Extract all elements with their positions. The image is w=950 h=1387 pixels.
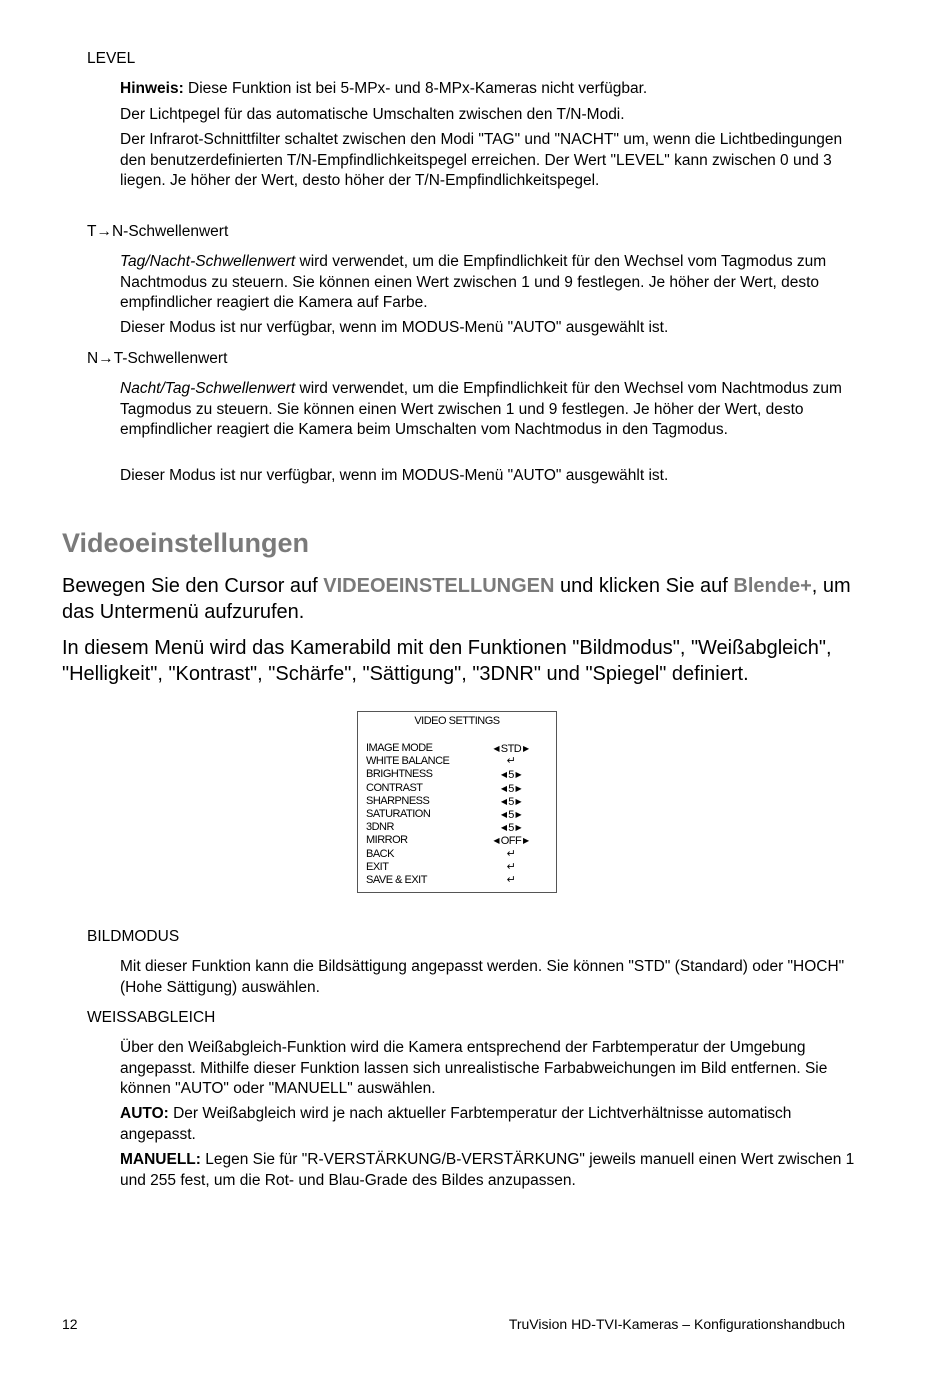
menu-row bbox=[366, 861, 551, 874]
term-weissabgleich: WEISSABGLEICH bbox=[87, 1009, 216, 1026]
weiss-manuell bbox=[120, 1150, 860, 1191]
menu-row-label: EXIT bbox=[366, 860, 389, 873]
arrow-right-icon: ▶ bbox=[513, 770, 522, 780]
menu-row-value-text: ↵ bbox=[506, 755, 516, 768]
menu-row-value bbox=[490, 768, 532, 782]
menu-row bbox=[366, 874, 551, 887]
weiss-desc: Über den Weißabgleich-Funktion wird die Kamera entsprechend der Farbtemperatur der Umgebung angepasst. Mithilfe dieser Funktion lassen sich unrealistische Farbabweichungen im Bild entfernen. Sie können "AUTO" oder "MANUELL" auswählen. bbox=[120, 1039, 828, 1097]
menu-row-label: BRIGHTNESS bbox=[366, 768, 433, 781]
note-text: Diese Funktion ist bei 5-MPx- und 8-MPx-Kameras nicht verfügbar. bbox=[183, 80, 648, 97]
doc-title: TruVision HD-TVI-Kameras – Konfigurationshandbuch bbox=[508, 1316, 845, 1332]
menu-row-label: IMAGE MODE bbox=[366, 742, 433, 754]
term-level: LEVEL bbox=[87, 50, 136, 67]
term-nt-threshold: N→T-Schwellenwert bbox=[87, 350, 228, 367]
menu-row-value bbox=[490, 848, 532, 861]
tn-desc-2: Dieser Modus ist nur verfügbar, wenn im MODUS-Menü "AUTO" ausgewählt ist. bbox=[120, 319, 669, 336]
nt-desc-1 bbox=[120, 379, 860, 441]
menu-row-value-text: 5 bbox=[508, 809, 514, 821]
section-heading: Videoeinstellungen bbox=[62, 528, 310, 558]
nt-desc-2: Dieser Modus ist nur verfügbar, wenn im MODUS-Menü "AUTO" ausgewählt ist. bbox=[120, 467, 669, 484]
menu-row bbox=[366, 808, 551, 821]
menu-row-value bbox=[490, 742, 532, 756]
lead-text-b: und klicken Sie auf bbox=[554, 575, 734, 597]
menu-row-label: 3DNR bbox=[366, 821, 394, 834]
menu-row bbox=[366, 742, 551, 755]
bildmodus-desc: Mit dieser Funktion kann die Bildsättigung angepasst werden. Sie können "STD" (Standard) oder "HOCH" (Hohe Sättigung) auswählen. bbox=[120, 958, 845, 996]
menu-row-label: SHARPNESS bbox=[366, 794, 430, 807]
arrow-left-icon: ◀ bbox=[500, 783, 509, 793]
menu-row-value-text: ↵ bbox=[506, 847, 516, 860]
menu-row-label: CONTRAST bbox=[366, 781, 423, 794]
arrow-left-icon: ◀ bbox=[500, 823, 509, 833]
menu-row bbox=[366, 755, 551, 768]
arrow-right-icon: ▶ bbox=[513, 783, 522, 793]
menu-row-value-text: 5 bbox=[508, 795, 514, 808]
page-number: 12 bbox=[62, 1316, 78, 1332]
video-settings-menu bbox=[357, 711, 557, 893]
nt-desc-1-text: wird verwendet, um die Empfindlichkeit für den Wechsel vom Nachtmodus zum Tagmodus zu steuern. Sie können einen Wert zwischen 1 und 9 festlegen. Je höher der Wert, desto empfindlicher reagiert die Kamera beim Umschalten vom Nachtmodus in den Tagmodus. bbox=[120, 380, 842, 438]
tn-desc-1-text: wird verwendet, um die Empfindlichkeit für den Wechsel vom Tagmodus zum Nachtmodus zu steuern. Sie können einen Wert zwischen 1 und 9 festlegen. Je höher der Wert, desto empfindlicher reagiert die Kamera auf Farbe. bbox=[120, 253, 827, 311]
arrow-left-icon: ◀ bbox=[500, 810, 509, 819]
ui-term-iris-plus: Blende+ bbox=[733, 575, 812, 597]
weiss-auto bbox=[120, 1104, 860, 1145]
menu-row-value bbox=[490, 834, 532, 848]
menu-row-value bbox=[490, 874, 532, 887]
section-lead-2: In diesem Menü wird das Kamerabild mit den Funktionen "Bildmodus", "Weißabgleich", "Helligkeit", "Kontrast", "Schärfe", "Sättigung", "3DNR" und "Spiegel" definiert. bbox=[62, 637, 832, 685]
menu-row-value-text: ↵ bbox=[506, 860, 516, 873]
auto-label: AUTO: bbox=[120, 1105, 169, 1122]
menu-row-value bbox=[490, 821, 532, 835]
menu-row-label: WHITE BALANCE bbox=[366, 755, 450, 768]
menu-row bbox=[366, 795, 551, 808]
manuell-label: MANUELL: bbox=[120, 1151, 201, 1168]
section-lead-1 bbox=[62, 573, 882, 625]
term-bildmodus: BILDMODUS bbox=[87, 928, 180, 945]
arrow-right-icon: ▶ bbox=[521, 836, 529, 846]
menu-row-value bbox=[490, 755, 532, 768]
arrow-right-icon: ▶ bbox=[521, 744, 529, 753]
level-note bbox=[120, 79, 860, 100]
menu-row bbox=[366, 768, 551, 781]
menu-row bbox=[366, 834, 551, 847]
menu-row bbox=[366, 821, 551, 834]
arrow-left-icon: ◀ bbox=[493, 744, 501, 753]
arrow-right-icon: ▶ bbox=[513, 810, 522, 819]
menu-row-value bbox=[490, 861, 532, 874]
arrow-right-icon: ▶ bbox=[513, 796, 522, 806]
lead-text-a: Bewegen Sie den Cursor auf bbox=[62, 575, 324, 597]
menu-row-value-text: 5 bbox=[508, 769, 514, 782]
manuell-text: Legen Sie für "R-VERSTÄRKUNG/B-VERSTÄRKUNG" jeweils manuell einen Wert zwischen 1 und 255 fest, um die Rot- und Blau-Grade des Bildes anzupassen. bbox=[120, 1151, 855, 1189]
menu-row-label: MIRROR bbox=[366, 834, 408, 847]
tn-desc-1 bbox=[120, 252, 860, 314]
arrow-right-icon: ▶ bbox=[513, 823, 522, 833]
note-label: Hinweis: bbox=[120, 80, 184, 97]
term-tn-threshold: T→N-Schwellenwert bbox=[87, 223, 229, 240]
menu-row-label: BACK bbox=[366, 847, 394, 860]
menu-row-value bbox=[490, 808, 532, 822]
arrow-left-icon: ◀ bbox=[493, 836, 501, 846]
menu-row-value-text: OFF bbox=[500, 835, 522, 848]
arrow-left-icon: ◀ bbox=[500, 770, 509, 780]
menu-row-label: SATURATION bbox=[366, 808, 431, 820]
menu-title: VIDEO SETTINGS bbox=[414, 715, 500, 727]
auto-text: Der Weißabgleich wird je nach aktueller Farbtemperatur der Lichtverhältnisse automatisch angepasst. bbox=[120, 1105, 792, 1143]
level-desc-1: Der Lichtpegel für das automatische Umschalten zwischen den T/N-Modi. bbox=[120, 106, 625, 123]
arrow-left-icon: ◀ bbox=[500, 796, 509, 806]
lead-text-c: , um das Untermenü aufzurufen. bbox=[62, 575, 851, 623]
level-desc-2: Der Infrarot-Schnittfilter schaltet zwischen den Modi "TAG" und "NACHT" um, wenn die Lichtbedingungen den benutzerdefinierten T/N-Empfindlichkeitspegel erreichen. Der Wert "LEVEL" kann zwischen 0 und 3 liegen. Je höher der Wert, desto höher der T/N-Empfindlichkeitspegel. bbox=[120, 131, 843, 189]
menu-row-label: SAVE & EXIT bbox=[366, 874, 427, 886]
menu-row-value-text: ↵ bbox=[506, 874, 516, 886]
menu-row-value-text: 5 bbox=[508, 822, 514, 835]
menu-row-value-text: STD bbox=[500, 743, 522, 755]
menu-row-value-text: 5 bbox=[508, 782, 514, 795]
ui-term-videosettings: VIDEOEINSTELLUNGEN bbox=[323, 575, 555, 597]
nt-emphasis: Nacht/Tag-Schwellenwert bbox=[120, 380, 296, 397]
menu-row bbox=[366, 848, 551, 861]
menu-row-value bbox=[490, 782, 532, 796]
menu-row bbox=[366, 782, 551, 795]
tn-emphasis: Tag/Nacht-Schwellenwert bbox=[120, 253, 296, 270]
menu-row-value bbox=[490, 795, 532, 809]
